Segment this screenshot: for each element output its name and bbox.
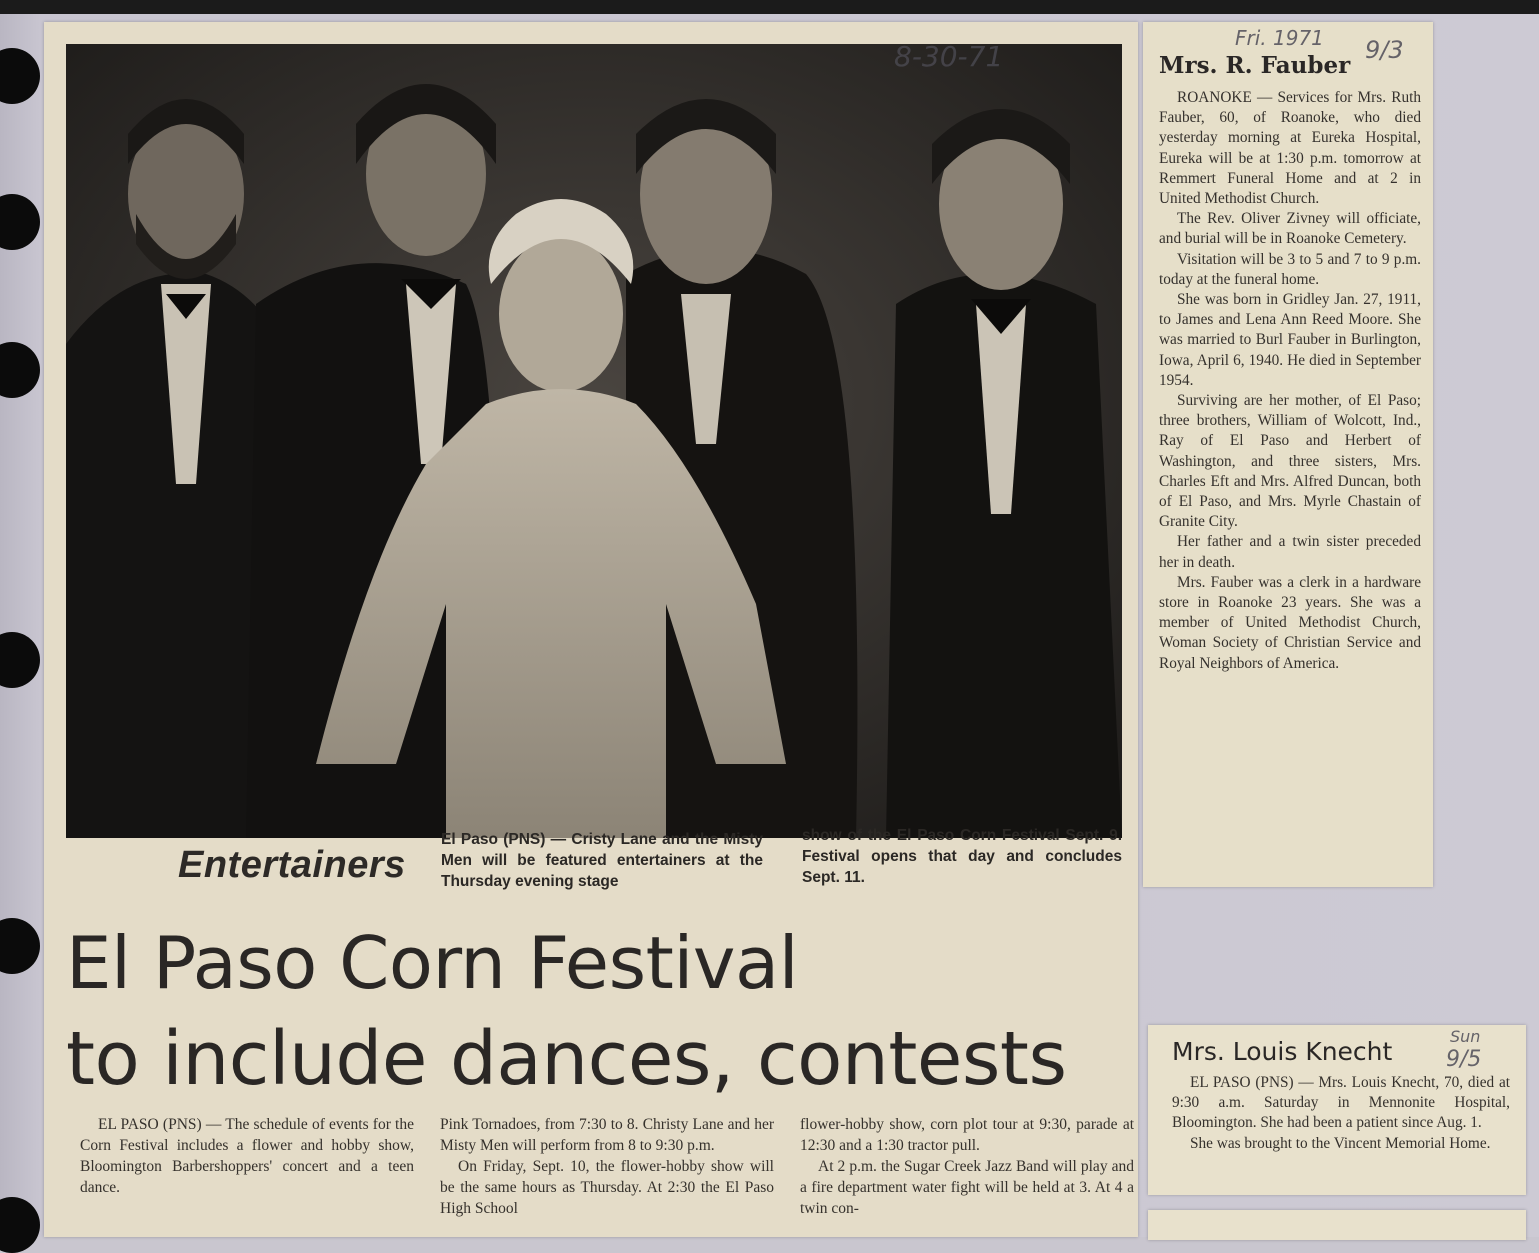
caption-column-2: show of the El Paso Corn Festival Sept. 9. Festival opens that day and concludes Sept. 11. <box>802 827 1122 886</box>
obituary-paragraph: She was born in Gridley Jan. 27, 1911, to James and Lena Ann Reed Moore. She was married to Burl Fauber in Burlington, Iowa, April 6, 1940. He died in September 1954. <box>1159 291 1421 389</box>
obituary-paragraph: Her father and a twin sister preceded her in death. <box>1159 533 1421 571</box>
article-paragraph: EL PASO (PNS) — The schedule of events for the Corn Festival includes a flower and hobby show, Bloomington Barbershoppers' concert and a teen dance. <box>80 1116 414 1196</box>
obituary-paragraph: Surviving are her mother, of El Paso; three brothers, William of Wolcott, Ind., Ray of El Paso and Herbert of Washington, and three sisters, Mrs. Charles Eft and Mrs. Alfred Duncan, both of El Paso, and Mrs. Myrle Chastain of Granite City. <box>1159 392 1421 531</box>
album-page-top-edge <box>0 0 1539 14</box>
article-column-2 <box>440 1114 774 1219</box>
caption-column-1: El Paso (PNS) — Cristy Lane and the Misty Men will be featured entertainers at the Thursday evening stage <box>441 831 763 890</box>
obituary-paragraph: Visitation will be 3 to 5 and 7 to 9 p.m. today at the funeral home. <box>1159 250 1421 288</box>
obituary-title: Mrs. Louis Knecht <box>1172 1037 1393 1066</box>
corn-festival-clipping <box>44 22 1138 1237</box>
handwritten-date: 8-30-71 <box>894 40 1004 73</box>
article-paragraph: On Friday, Sept. 10, the flower-hobby show will be the same hours as Thursday. At 2:30 the El Paso High School <box>440 1158 774 1217</box>
binder-hole <box>0 632 40 688</box>
article-paragraph: flower-hobby show, corn plot tour at 9:30, parade at 12:30 and a 1:30 tractor pull. <box>800 1116 1134 1154</box>
article-paragraph: At 2 p.m. the Sugar Creek Jazz Band will play and a fire department water fight will be held at 3. At 4 a twin con- <box>800 1158 1134 1217</box>
obituary-title: Mrs. R. Fauber <box>1159 52 1351 79</box>
obituary-paragraph: The Rev. Oliver Zivney will officiate, and burial will be in Roanoke Cemetery. <box>1159 210 1421 248</box>
obituary-paragraph: Mrs. Fauber was a clerk in a hardware store in Roanoke 23 years. She was a member of United Methodist Church, Woman Society of Christian Service and Royal Neighbors of America. <box>1159 573 1421 672</box>
partial-clipping-bottom <box>1148 1210 1526 1240</box>
pencil-mark: 9/3 <box>1365 36 1404 64</box>
binder-hole <box>0 194 40 250</box>
headline-line-1: El Paso Corn Festival <box>66 921 799 1005</box>
binder-hole <box>0 918 40 974</box>
binder-hole <box>0 48 40 104</box>
pencil-date: 9/5 <box>1446 1047 1482 1072</box>
entertainers-photo <box>66 44 1122 838</box>
obituary-paragraph: ROANOKE — Services for Mrs. Ruth Fauber, 60, of Roanoke, who died yesterday morning at Eureka Hospital, Eureka will be at 1:30 p.m. tomorrow at Remmert Funeral Home and at 2 in United Methodist Church. <box>1159 89 1421 208</box>
obituary-body <box>1159 88 1421 674</box>
obituary-paragraph: EL PASO (PNS) — Mrs. Louis Knecht, 70, died at 9:30 a.m. Saturday in Mennonite Hospital, Bloomington. She had been a patient since Aug. 1. <box>1172 1074 1510 1132</box>
binder-hole <box>0 342 40 398</box>
headline-line-2: to include dances, contests <box>66 1016 1067 1102</box>
fauber-obituary-clipping <box>1143 22 1433 887</box>
knecht-obituary-clipping <box>1148 1025 1526 1195</box>
pencil-date: Fri. 1971 <box>1235 26 1324 50</box>
article-column-3 <box>800 1114 1134 1219</box>
caption-lead: Entertainers <box>178 844 406 886</box>
group-portrait-image <box>66 44 1122 838</box>
article-column-1 <box>80 1114 414 1198</box>
obituary-paragraph: She was brought to the Vincent Memorial Home. <box>1190 1134 1491 1152</box>
pencil-day: Sun <box>1450 1027 1481 1046</box>
article-paragraph: Pink Tornadoes, from 7:30 to 8. Christy Lane and her Misty Men will perform from 8 to 9:30 p.m. <box>440 1116 774 1154</box>
binder-hole <box>0 1197 40 1253</box>
obituary-body <box>1172 1073 1510 1154</box>
